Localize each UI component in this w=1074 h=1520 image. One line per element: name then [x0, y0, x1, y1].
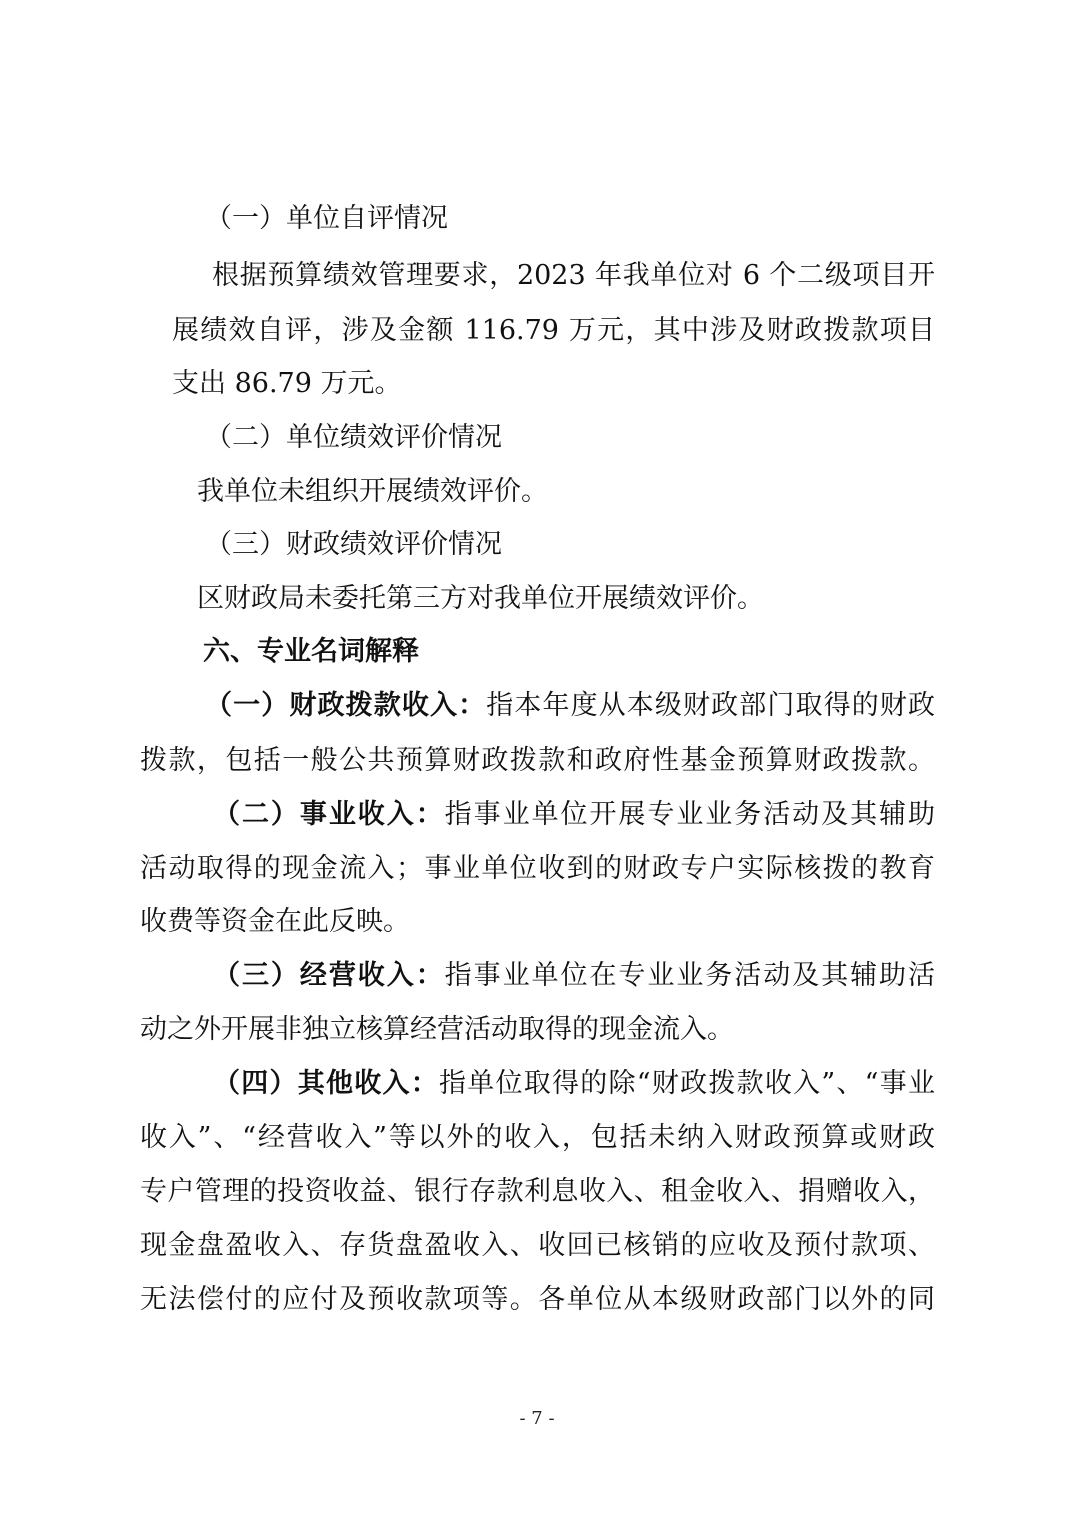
- paragraph-line: 支出 86.79 万元。: [172, 368, 402, 399]
- term-label: （三）经营收入：: [213, 960, 445, 991]
- term-line: 现金盘盈收入、存货盘盈收入、收回已核销的应收及预付款项、: [140, 1230, 935, 1261]
- paragraph-line: 展绩效自评，涉及金额 116.79 万元，其中涉及财政拨款项目: [172, 315, 935, 346]
- term-line: 收入”、“经营收入”等以外的收入，包括未纳入财政预算或财政: [140, 1122, 935, 1153]
- heading-self-evaluation: （一）单位自评情况: [205, 203, 448, 234]
- page-number: - 7 -: [519, 1408, 555, 1429]
- heading-unit-performance: （二）单位绩效评价情况: [205, 422, 502, 453]
- heading-fiscal-performance: （三）财政绩效评价情况: [205, 529, 502, 560]
- term-label: （二）事业收入：: [213, 799, 445, 830]
- term-text: 指事业单位在专业业务活动及其辅助活: [444, 960, 936, 991]
- term-line: 专户管理的投资收益、银行存款利息收入、租金收入、捐赠收入，: [140, 1176, 935, 1207]
- term-line: [205, 686, 935, 726]
- term-line: 拨款，包括一般公共预算财政拨款和政府性基金预算财政拨款。: [140, 745, 935, 776]
- term-line: [213, 1064, 935, 1104]
- term-line: 活动取得的现金流入；事业单位收到的财政专户实际核拨的教育: [140, 853, 935, 884]
- paragraph-line: 根据预算绩效管理要求，2023 年我单位对 6 个二级项目开: [212, 260, 935, 291]
- term-text: 指单位取得的除“财政拨款收入”、“事业: [439, 1068, 935, 1099]
- term-label: （四）其他收入：: [213, 1068, 440, 1099]
- term-text: 指本年度从本级财政部门取得的财政: [486, 690, 936, 721]
- term-line: [213, 956, 935, 996]
- term-text: 指事业单位开展专业业务活动及其辅助: [444, 799, 936, 830]
- term-line: [213, 795, 935, 835]
- term-line: 无法偿付的应付及预收款项等。各单位从本级财政部门以外的同: [140, 1284, 935, 1315]
- term-label: （一）财政拨款收入：: [205, 690, 487, 721]
- paragraph-line: 我单位未组织开展绩效评价。: [197, 476, 548, 507]
- term-line: 收费等资金在此反映。: [140, 906, 410, 937]
- paragraph-line: 区财政局未委托第三方对我单位开展绩效评价。: [197, 583, 764, 614]
- term-line: 动之外开展非独立核算经营活动取得的现金流入。: [140, 1014, 734, 1045]
- heading-terms: 六、专业名词解释: [203, 636, 419, 667]
